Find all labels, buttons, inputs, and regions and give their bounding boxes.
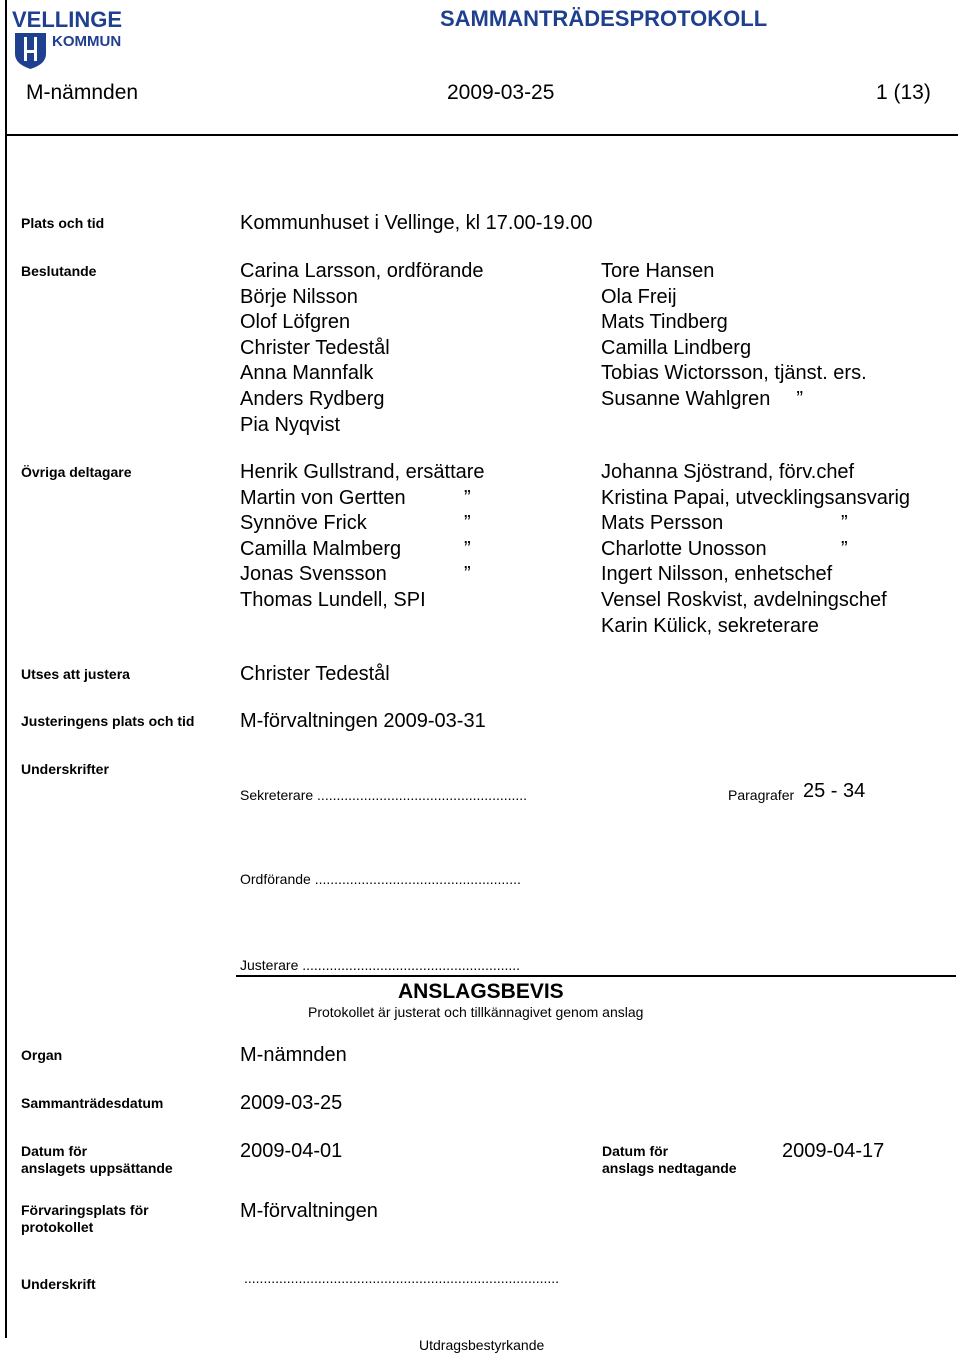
logo-text-kommun: KOMMUN [52, 33, 122, 50]
sammantradesdatum-label: Sammanträdesdatum [21, 1095, 164, 1111]
list-item: Karin Külick, sekreterare [601, 614, 819, 637]
list-item: Thomas Lundell, SPI [240, 588, 426, 611]
ditto-mark: ” [464, 537, 471, 560]
beslutande-left-list [240, 259, 483, 438]
ordforande-signature-line: Ordförande ..................................................... [240, 871, 521, 887]
list-item: Börje Nilsson [240, 285, 358, 308]
list-item: Kristina Papai, utvecklingsansvarig [601, 486, 911, 509]
ovriga-right-list [601, 460, 910, 639]
header-date: 2009-03-25 [447, 81, 555, 104]
list-item: Mats Persson ” [601, 512, 848, 535]
list-item: Johanna Sjöstrand, förv.chef [601, 461, 855, 483]
ditto-mark: ” [464, 486, 471, 509]
plats-och-tid-value: Kommunhuset i Vellinge, kl 17.00-19.00 [240, 212, 593, 234]
forvaringsplats-label: Förvaringsplats för protokollet [21, 1202, 149, 1235]
list-item: Henrik Gullstrand, ersättare [240, 461, 485, 483]
list-item: Tore Hansen [601, 260, 715, 282]
list-item: Charlotte Unosson ” [601, 537, 848, 560]
list-item: Camilla Malmberg ” [240, 537, 471, 560]
left-margin-line [5, 0, 7, 1338]
utdragsbestyrkande-footer: Utdragsbestyrkande [419, 1337, 545, 1353]
list-item: Anna Mannfalk [240, 362, 374, 385]
list-item: Martin von Gertten ” [240, 486, 471, 509]
paragrafer-label: Paragrafer [728, 787, 795, 803]
ditto-mark: ” [841, 512, 848, 535]
sekreterare-signature-line: Sekreterare ...................................................... [240, 787, 528, 803]
plats-och-tid-label: Plats och tid [21, 215, 105, 231]
forvaringsplats-value: M-förvaltningen [240, 1200, 378, 1222]
ditto-mark: ” [464, 512, 471, 535]
list-item: Camilla Lindberg [601, 336, 752, 359]
list-item: Jonas Svensson ” [240, 563, 471, 586]
list-item: Pia Nyqvist [240, 413, 341, 436]
ovriga-left-list [240, 460, 485, 614]
ditto-mark: ” [464, 563, 471, 586]
document-type: SAMMANTRÄDESPROTOKOLL [440, 6, 768, 31]
sammantradesdatum-value: 2009-03-25 [240, 1092, 343, 1114]
organ-label: Organ [21, 1047, 63, 1063]
header-body: M-nämnden [26, 81, 139, 104]
list-item: Ola Freij [601, 285, 677, 308]
beslutande-right-list [601, 259, 867, 413]
logo-text-vellinge: VELLINGE [12, 7, 122, 32]
list-item: Susanne Wahlgren ” [601, 387, 804, 410]
underskrift-label: Underskrift [21, 1276, 96, 1292]
uppsattande-value: 2009-04-01 [240, 1140, 343, 1162]
nedtagande-label: Datum för anslags nedtagande [602, 1143, 737, 1176]
list-item: Christer Tedestål [240, 336, 390, 359]
header-divider [5, 134, 958, 136]
utses-att-justera-value: Christer Tedestål [240, 663, 390, 685]
uppsattande-label: Datum för anslagets uppsättande [21, 1143, 173, 1176]
paragrafer-value: 25 - 34 [803, 780, 866, 802]
justeringens-label: Justeringens plats och tid [21, 713, 195, 729]
list-item: Mats Tindberg [601, 311, 728, 334]
list-item: Olof Löfgren [240, 311, 351, 334]
vellinge-kommun-logo [12, 6, 122, 70]
underskrift-signature-line: ................................................................................. [244, 1270, 560, 1286]
utses-att-justera-label: Utses att justera [21, 666, 130, 682]
anslagsbevis-title: ANSLAGSBEVIS [398, 980, 564, 1003]
anslagsbevis-divider [236, 975, 956, 977]
header-page: 1 (13) [876, 81, 931, 104]
justeringens-value: M-förvaltningen 2009-03-31 [240, 710, 486, 732]
list-item: Anders Rydberg [240, 387, 385, 410]
beslutande-label: Beslutande [21, 263, 97, 279]
ditto-mark: ” [796, 387, 804, 410]
list-item: Tobias Wictorsson, tjänst. ers. [601, 362, 867, 385]
anslagsbevis-subtitle: Protokollet är justerat och tillkännagivet genom anslag [308, 1004, 644, 1020]
ditto-mark: ” [841, 537, 848, 560]
justerare-signature-line: Justerare ........................................................ [240, 957, 521, 973]
list-item: Vensel Roskvist, avdelningschef [601, 588, 887, 611]
nedtagande-value: 2009-04-17 [782, 1140, 885, 1162]
ovriga-deltagare-label: Övriga deltagare [21, 464, 132, 480]
list-item: Ingert Nilsson, enhetschef [601, 563, 833, 586]
list-item: Carina Larsson, ordförande [240, 260, 484, 282]
list-item: Synnöve Frick ” [240, 512, 471, 535]
organ-value: M-nämnden [240, 1044, 347, 1066]
underskrifter-label: Underskrifter [21, 761, 109, 777]
